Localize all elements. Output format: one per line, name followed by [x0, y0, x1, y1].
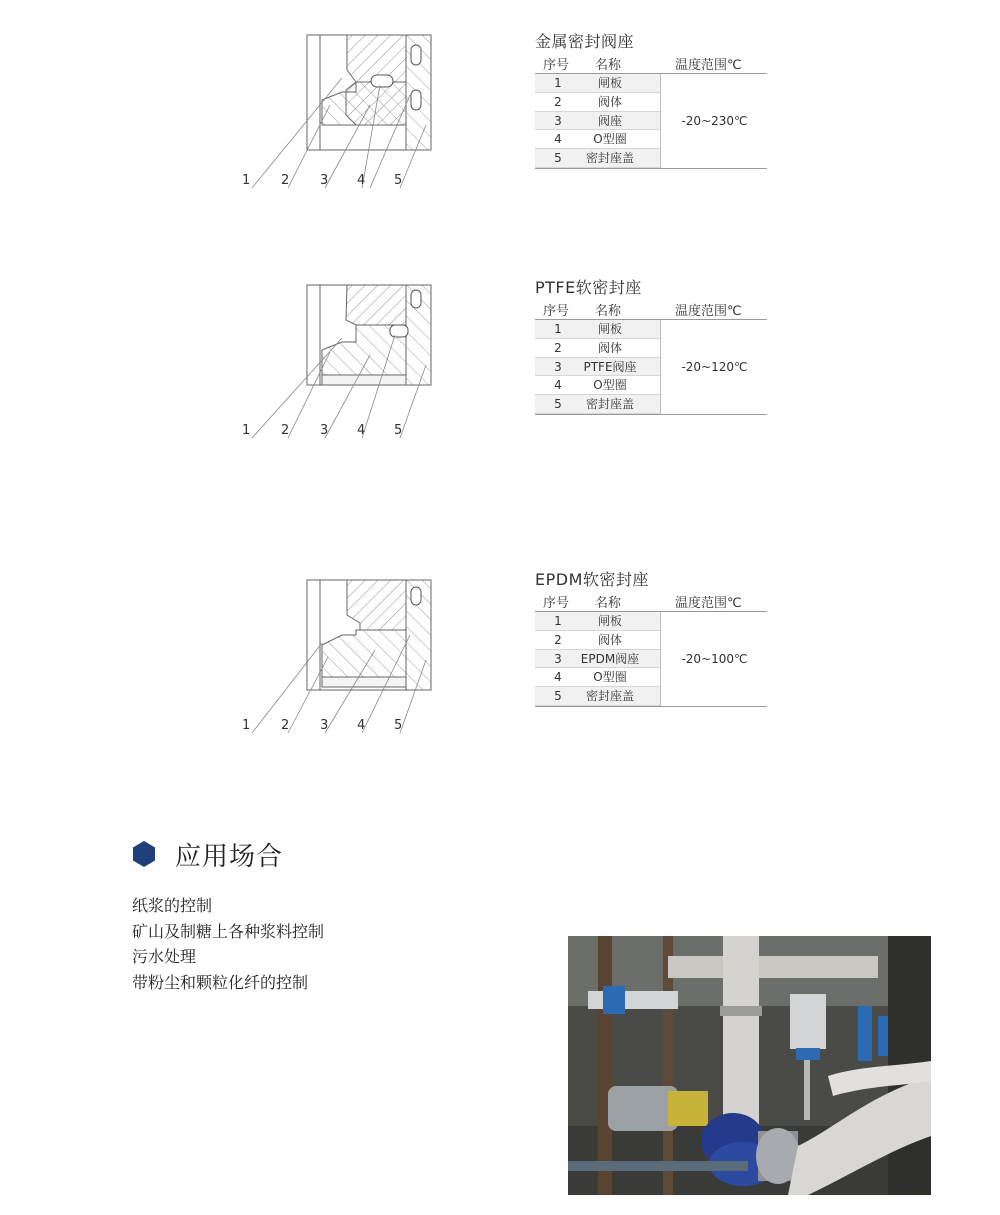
seat-diagram-metal: [230, 30, 440, 200]
seat-diagram-epdm: [230, 575, 440, 745]
table-row: [535, 687, 660, 706]
table-row: [535, 320, 660, 339]
row-no: 4: [554, 132, 562, 147]
section-title: 应用场合: [175, 842, 284, 872]
list-item: 带粉尘和颗粒化纤的控制: [132, 972, 309, 992]
callout-4: 4: [357, 173, 366, 188]
row-name: EPDM阀座: [580, 651, 640, 666]
table-row: [535, 358, 660, 377]
table-body: [535, 320, 767, 415]
table-row: [535, 612, 660, 631]
callout-5: 5: [394, 718, 403, 733]
table-body: [535, 74, 767, 169]
callout-4: 4: [357, 423, 366, 438]
row-name: O型圈: [593, 378, 627, 393]
row-no: 2: [554, 340, 562, 355]
callout-1: 1: [242, 423, 251, 438]
table-row: [535, 395, 660, 414]
hexagon-icon: [130, 840, 158, 868]
hexagon-shape: [133, 841, 155, 867]
table-body: [535, 612, 767, 707]
row-name: 闸板: [597, 322, 622, 336]
header-no: 序号: [543, 596, 570, 611]
table-header: [535, 591, 767, 612]
seat-diagram-ptfe: [230, 280, 440, 450]
row-name: 阀体: [597, 94, 622, 109]
callout-3: 3: [320, 173, 329, 188]
row-no: 3: [554, 651, 562, 666]
table-row: [535, 112, 660, 131]
temperature-range: -20~100℃: [660, 612, 768, 706]
header-name: 名称: [595, 304, 622, 319]
callout-1: 1: [242, 173, 251, 188]
table-row: [535, 149, 660, 168]
row-name: 密封座盖: [585, 151, 634, 166]
table-header: [535, 299, 767, 320]
row-no: 5: [554, 397, 562, 412]
header-no: 序号: [543, 304, 570, 319]
callout-5: 5: [394, 423, 403, 438]
header-name: 名称: [595, 596, 622, 611]
row-name: 阀体: [597, 632, 622, 647]
seat-title: 金属密封阀座: [535, 32, 635, 51]
table-row: [535, 668, 660, 687]
row-no: 3: [554, 113, 562, 128]
list-item: 矿山及制糖上各种浆料控制: [132, 921, 325, 941]
table-row: [535, 93, 660, 112]
seat-title: PTFE软密封座: [535, 278, 642, 297]
callout-2: 2: [281, 173, 290, 188]
row-name: 阀座: [597, 113, 622, 128]
header-temp: 温度范围℃: [675, 304, 742, 319]
list-item: 纸浆的控制: [132, 896, 213, 915]
row-no: 2: [554, 632, 562, 647]
temperature-range: -20~120℃: [660, 320, 768, 414]
row-no: 5: [554, 689, 562, 704]
callout-1: 1: [242, 718, 251, 733]
row-no: 1: [554, 614, 562, 628]
row-no: 1: [554, 322, 562, 336]
table-row: [535, 376, 660, 395]
temperature-range: -20~230℃: [660, 74, 768, 168]
callout-5: 5: [394, 173, 403, 188]
table-row: [535, 130, 660, 149]
row-name: 阀体: [597, 340, 622, 355]
table-row: [535, 650, 660, 669]
callout-2: 2: [281, 423, 290, 438]
table-row: [535, 74, 660, 93]
header-no: 序号: [543, 58, 570, 73]
table-row: [535, 339, 660, 358]
row-no: 1: [554, 76, 562, 90]
row-name: PTFE阀座: [583, 359, 637, 374]
row-name: 密封座盖: [585, 689, 634, 704]
seat-spec-ptfe: [535, 277, 767, 415]
table-row: [535, 631, 660, 650]
header-name: 名称: [595, 58, 622, 73]
seat-spec-epdm: [535, 569, 767, 707]
valve-installation-photo: [568, 936, 931, 1195]
seat-spec-metal: [535, 31, 767, 169]
table-header: [535, 53, 767, 74]
seat-title: EPDM软密封座: [535, 570, 649, 589]
application-list: [132, 893, 324, 995]
row-no: 4: [554, 670, 562, 685]
row-no: 3: [554, 359, 562, 374]
row-no: 2: [554, 94, 562, 109]
row-no: 4: [554, 378, 562, 393]
row-name: O型圈: [593, 132, 627, 147]
row-name: 闸板: [597, 614, 622, 628]
row-name: O型圈: [593, 670, 627, 685]
header-temp: 温度范围℃: [675, 58, 742, 73]
callout-3: 3: [320, 718, 329, 733]
callout-2: 2: [281, 718, 290, 733]
header-temp: 温度范围℃: [675, 596, 742, 611]
row-name: 闸板: [597, 76, 622, 90]
callout-3: 3: [320, 423, 329, 438]
list-item: 污水处理: [132, 947, 197, 966]
row-name: 密封座盖: [585, 397, 634, 412]
row-no: 5: [554, 151, 562, 166]
callout-4: 4: [357, 718, 366, 733]
